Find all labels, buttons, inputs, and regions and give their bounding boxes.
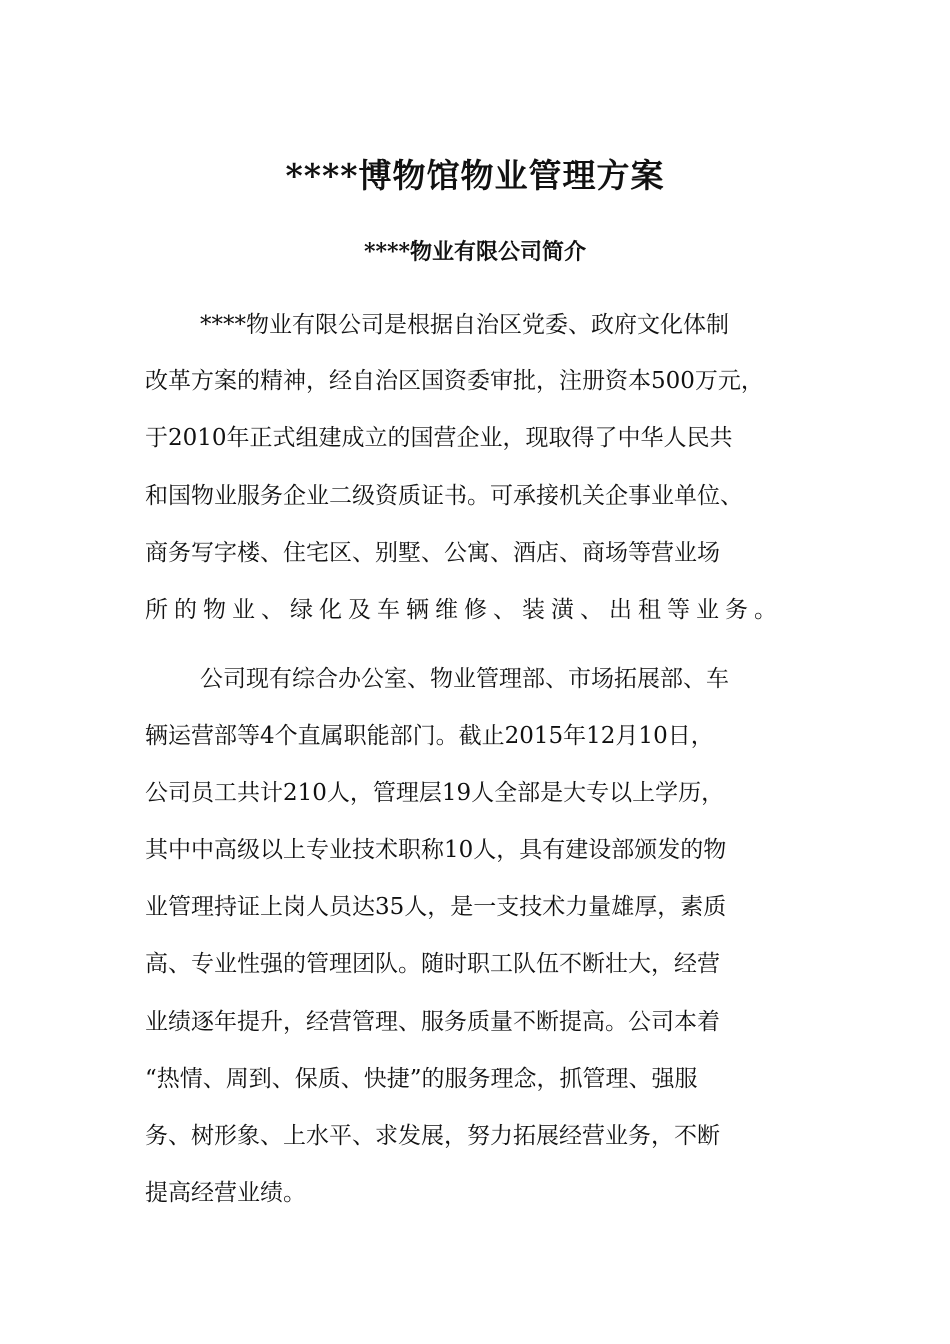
paragraph-1-line: ****物业有限公司是根据自治区党委、政府文化体制	[200, 312, 729, 338]
document-title: ****博物馆物业管理方案	[285, 156, 665, 195]
paragraph-2-line: 其中中高级以上专业技术职称10人，具有建设部颁发的物	[145, 837, 727, 863]
paragraph-1-line: 商务写字楼、住宅区、别墅、公寓、酒店、商场等营业场	[145, 540, 720, 566]
paragraph-2-line: 业绩逐年提升，经营管理、服务质量不断提高。公司本着	[145, 1009, 720, 1035]
paragraph-2-line: 务、树形象、上水平、求发展，努力拓展经营业务，不断	[145, 1123, 720, 1149]
paragraph-2-line: 提高经营业绩。	[145, 1180, 306, 1206]
section-heading: ****物业有限公司简介	[363, 239, 587, 265]
paragraph-1-line: 于2010年正式组建成立的国营企业，现取得了中华人民共	[145, 425, 733, 451]
paragraph-2-line: “热情、周到、保质、快捷”的服务理念，抓管理、强服	[145, 1066, 698, 1092]
paragraph-2-line: 高、专业性强的管理团队。随时职工队伍不断壮大，经营	[145, 951, 720, 977]
paragraph-2-line: 公司员工共计210人，管理层19人全部是大专以上学历，	[145, 780, 725, 806]
paragraph-2-line: 公司现有综合办公室、物业管理部、市场拓展部、车	[200, 666, 729, 692]
paragraph-1-line: 和国物业服务企业二级资质证书。可承接机关企事业单位、	[145, 483, 743, 509]
paragraph-1-line: 所的物业、绿化及车辆维修、装潢、出租等业务。	[145, 597, 783, 623]
paragraph-2-line: 业管理持证上岗人员达35人，是一支技术力量雄厚，素质	[145, 894, 727, 920]
paragraph-1-line: 改革方案的精神，经自治区国资委审批，注册资本500万元，	[145, 368, 764, 394]
paragraph-2-line: 辆运营部等4个直属职能部门。截止2015年12月10日，	[145, 723, 714, 749]
